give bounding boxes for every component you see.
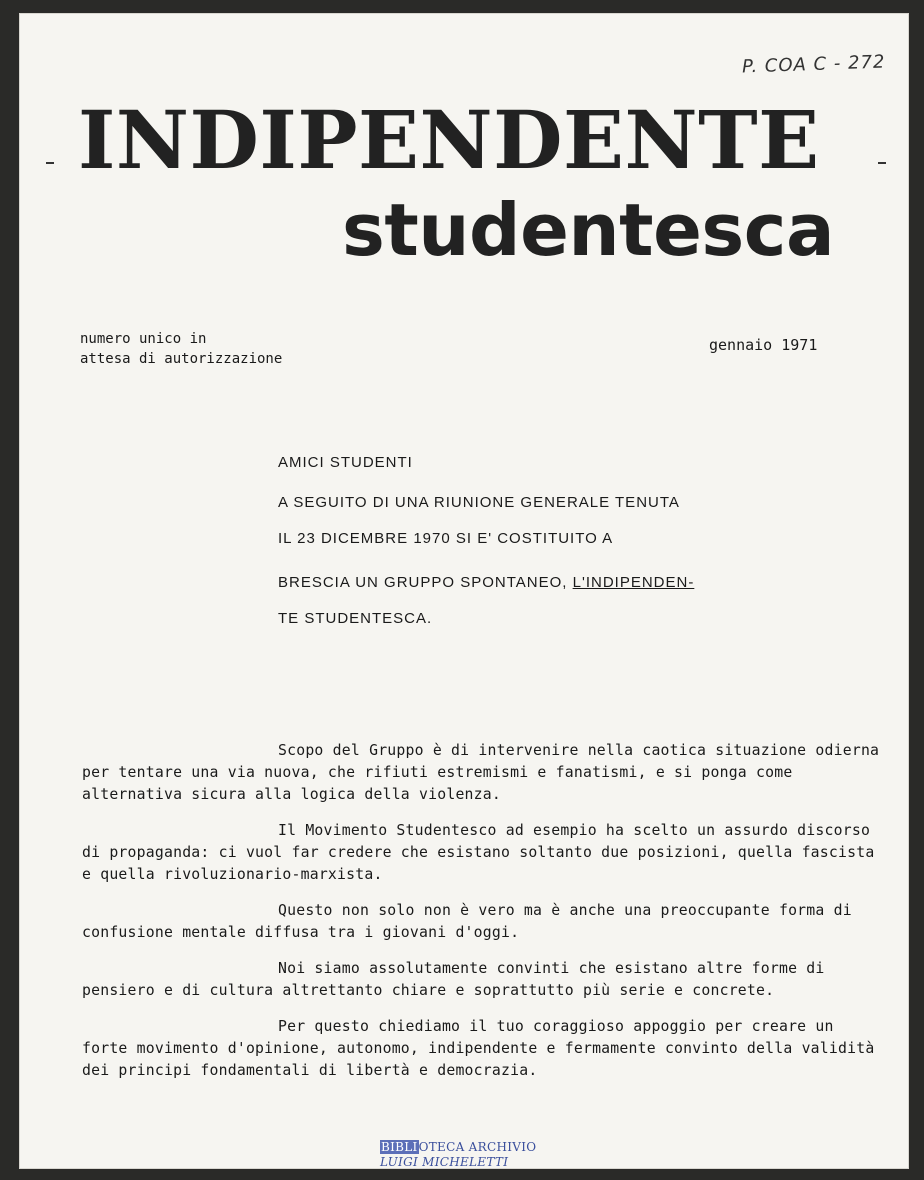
paragraph-text: Noi siamo assolutamente convinti che esistano altre forme di pensiero e di cultura altrettanto chiare e soprattutto più serie e concrete. bbox=[82, 960, 825, 999]
library-stamp bbox=[380, 1140, 540, 1170]
paragraph bbox=[82, 1016, 882, 1082]
paragraph bbox=[82, 958, 882, 1002]
issue-date: gennaio 1971 bbox=[709, 336, 818, 354]
intro-line: A SEGUITO DI UNA RIUNIONE GENERALE TENUTA bbox=[278, 494, 680, 511]
paragraph-text: Il Movimento Studentesco ad esempio ha scelto un assurdo discorso di propaganda: ci vuol far credere che esistano soltanto due posizioni, quella fascista e quella rivoluzionario-marxista. bbox=[82, 822, 875, 883]
paragraph-text: Questo non solo non è vero ma è anche una preoccupante forma di confusione mentale diffusa tra i giovani d'oggi. bbox=[82, 902, 852, 941]
stamp-line bbox=[380, 1140, 540, 1155]
masthead-title: INDIPENDENTE bbox=[78, 93, 820, 187]
stamp-line: LUIGI MICHELETTI bbox=[380, 1155, 509, 1169]
body-text bbox=[82, 740, 882, 1096]
paragraph bbox=[82, 900, 882, 944]
masthead-subtitle: studentesca bbox=[342, 188, 835, 272]
publication-note-line: numero unico in bbox=[80, 331, 207, 347]
intro-line: TE STUDENTESCA. bbox=[278, 610, 433, 627]
archive-reference-handwriting: P. COA C - 272 bbox=[741, 51, 886, 78]
intro-line: IL 23 DICEMBRE 1970 SI E' COSTITUITO A bbox=[278, 530, 614, 547]
paragraph-text: Scopo del Gruppo è di intervenire nella caotica situazione odierna per tentare una via nuova, che rifiuti estremismi e fanatismi, e si ponga come alternativa sicura alla logica della violenza. bbox=[82, 742, 880, 803]
paragraph bbox=[82, 740, 882, 806]
paragraph bbox=[82, 820, 882, 886]
registration-mark bbox=[878, 162, 886, 164]
stamp-text: OTECA ARCHIVIO bbox=[418, 1140, 537, 1154]
intro-announcement bbox=[278, 454, 898, 630]
intro-text: BRESCIA UN GRUPPO SPONTANEO, bbox=[278, 574, 573, 591]
stamp-highlight: BIBLI bbox=[381, 1140, 418, 1154]
intro-line: AMICI STUDENTI bbox=[278, 454, 413, 471]
group-name-underlined: L'INDIPENDEN- bbox=[572, 574, 695, 591]
paragraph-text: Per questo chiediamo il tuo coraggioso appoggio per creare un forte movimento d'opinione, autonomo, indipendente e fermamente convinto della validità dei principi fondamentali di libertà e democrazia. bbox=[82, 1018, 875, 1079]
document-page bbox=[20, 14, 908, 1168]
publication-note-line: attesa di autorizzazione bbox=[80, 351, 283, 367]
registration-mark bbox=[46, 162, 54, 164]
intro-line bbox=[278, 574, 898, 594]
publication-note bbox=[80, 329, 282, 369]
